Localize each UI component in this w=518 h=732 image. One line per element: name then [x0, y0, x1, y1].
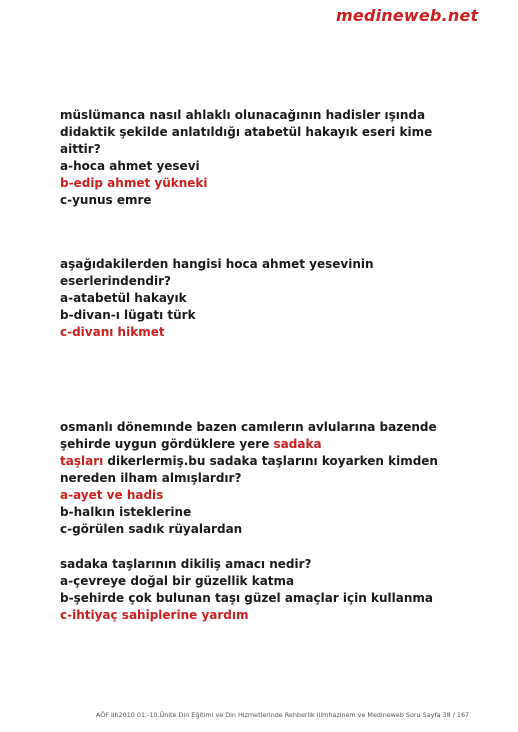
answer-option-c: c-görülen sadık rüyalardan [60, 522, 243, 536]
question-text-line: osmanlı dönemınde bazen camılerın avlularına bazende [60, 420, 437, 434]
question-text-line: eserlerindendir? [60, 274, 172, 288]
question-text-segment: dikerlermiş.bu sadaka taşlarını koyarken kimden [103, 454, 438, 468]
question-3 [60, 419, 480, 538]
question-text-line: aşağıdakilerden hangisi hoca ahmet yesevinin [60, 257, 374, 271]
question-text-line: didaktik şekilde anlatıldığı atabetül hakayık eseri kime [60, 125, 433, 139]
question-text-segment: şehirde uygun gördüklere yere [60, 437, 274, 451]
highlighted-text-segment: sadaka [273, 437, 322, 451]
question-1 [60, 107, 480, 209]
site-watermark: medineweb.net [336, 6, 479, 25]
answer-option-a-correct: a-ayet ve hadis [60, 488, 164, 502]
highlighted-text-segment: taşları [60, 454, 104, 468]
question-2 [60, 256, 480, 341]
page-footer: AÖF ilh2010 01.-10.Ünite Din Eğitimi ve Din Hizmetlerinde Rehberlik ilimhazinem ve Medineweb Soru Sayfa 38 / 167 [96, 711, 470, 719]
answer-option-a: a-çevreye doğal bir güzellik katma [60, 574, 295, 588]
question-text-line [60, 453, 480, 470]
answer-option-c: c-yunus emre [60, 193, 152, 207]
answer-option-a: a-atabetül hakayık [60, 291, 187, 305]
question-text-line: nereden ilham almışlardır? [60, 471, 242, 485]
question-4 [60, 556, 480, 624]
answer-option-c-correct: c-divanı hikmet [60, 325, 165, 339]
answer-option-b-correct: b-edip ahmet yükneki [60, 176, 208, 190]
answer-option-a: a-hoca ahmet yesevi [60, 159, 200, 173]
answer-option-b: b-divan-ı lügatı türk [60, 308, 196, 322]
question-text-line [60, 436, 480, 453]
answer-option-c-correct: c-ihtiyaç sahiplerine yardım [60, 608, 249, 622]
answer-option-b: b-halkın isteklerine [60, 505, 192, 519]
answer-option-b: b-şehirde çok bulunan taşı güzel amaçlar için kullanma [60, 591, 433, 605]
question-text-line: sadaka taşlarının dikiliş amacı nedir? [60, 557, 312, 571]
question-text-line: müslümanca nasıl ahlaklı olunacağının hadisler ışında [60, 108, 426, 122]
question-text-line: aittir? [60, 142, 101, 156]
